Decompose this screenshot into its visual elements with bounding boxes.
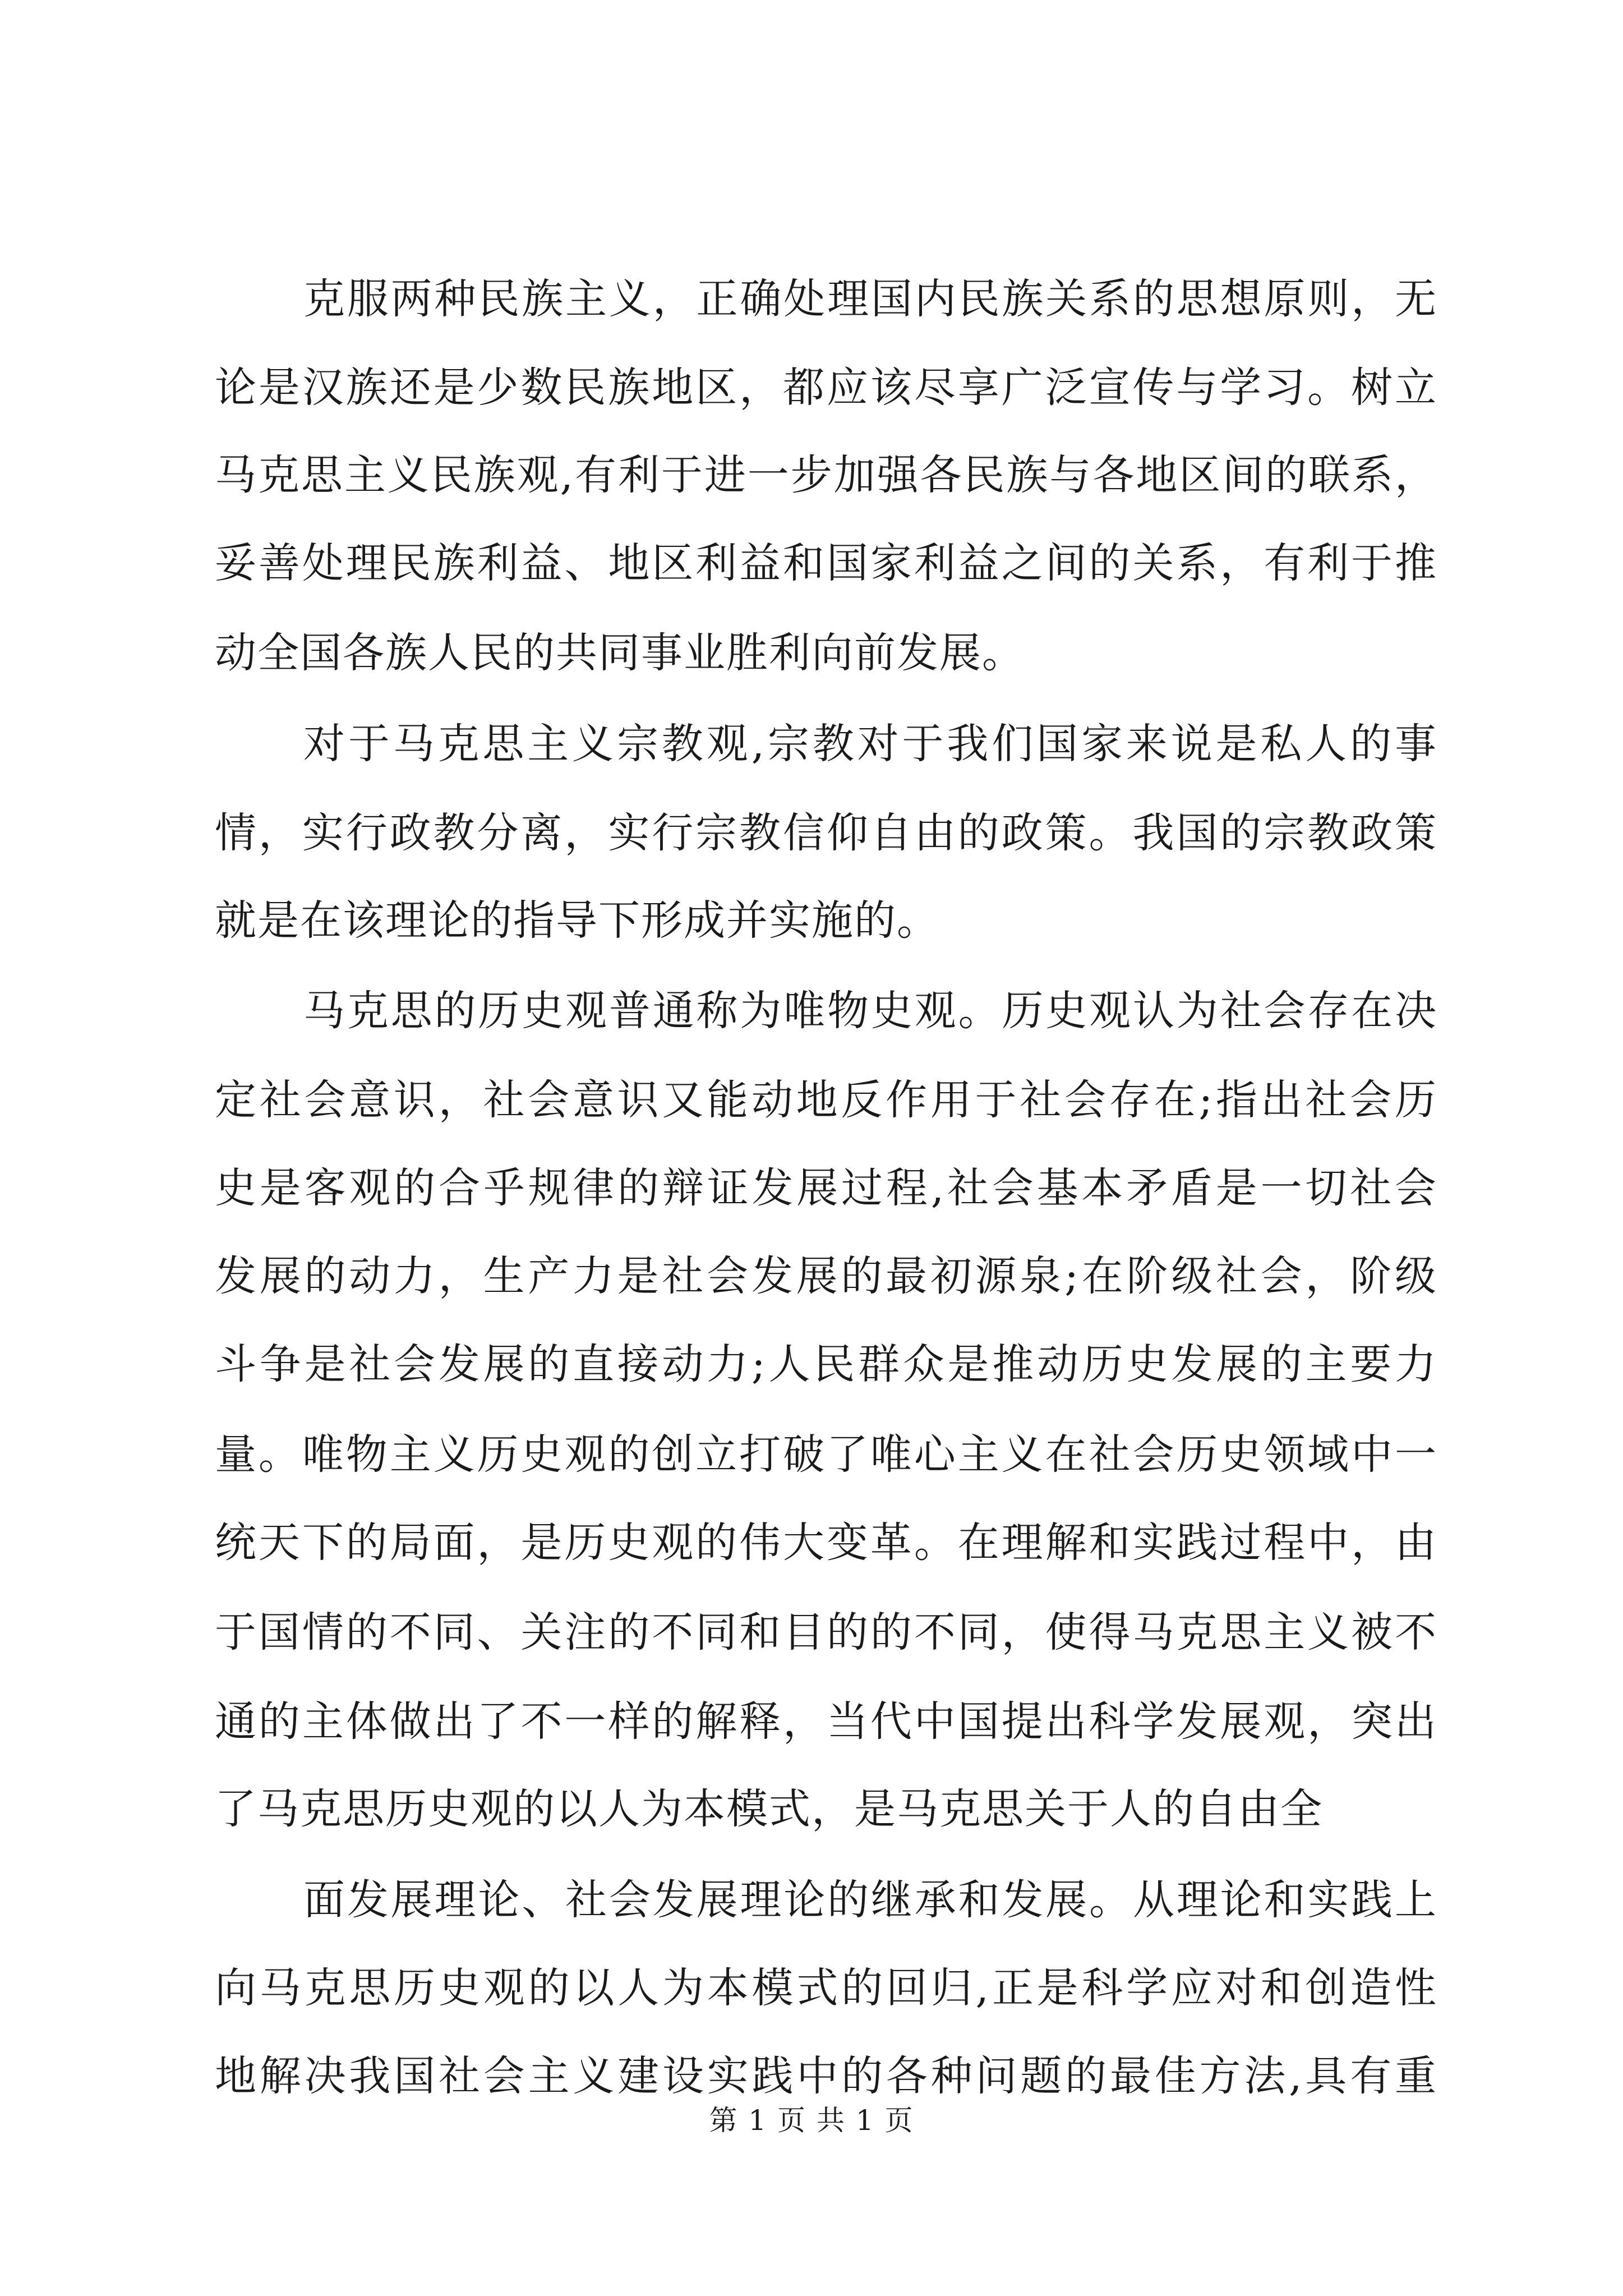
paragraph-1-line-2: 论是汉族还是少数民族地区，都应该尽享广泛宣传与学习。树立: [215, 364, 1437, 412]
paragraph-3-line-7: 统天下的局面，是历史观的伟大变革。在理解和实践过程中，由: [215, 1519, 1437, 1567]
paragraph-1-line-1: 克服两种民族主义，正确处理国内民族关系的思想原则，无: [303, 275, 1437, 323]
paragraph-3-line-5: 斗争是社会发展的直接动力;人民群众是推动历史发展的主要力: [215, 1340, 1437, 1388]
paragraph-1-line-5: 动全国各族人民的共同事业胜利向前发展。: [215, 629, 1025, 677]
page-footer: 第 1 页 共 1 页: [709, 2104, 914, 2137]
paragraph-3-line-2: 定社会意识，社会意识又能动地反作用于社会存在;指出社会历: [215, 1076, 1437, 1124]
paragraph-2-line-2: 情，实行政教分离，实行宗教信仰自由的政策。我国的宗教政策: [215, 809, 1437, 857]
paragraph-4-line-1: 面发展理论、社会发展理论的继承和发展。从理论和实践上: [303, 1876, 1437, 1924]
paragraph-1-line-3: 马克思主义民族观,有利于进一步加强各民族与各地区间的联系，: [215, 451, 1437, 499]
paragraph-3-line-1: 马克思的历史观普通称为唯物史观。历史观认为社会存在决: [303, 987, 1437, 1035]
paragraph-2-line-1: 对于马克思主义宗教观,宗教对于我们国家来说是私人的事: [303, 720, 1437, 768]
paragraph-1-line-4: 妥善处理民族利益、地区利益和国家利益之间的关系，有利于推: [215, 539, 1437, 587]
paragraph-3-line-9: 通的主体做出了不一样的解释，当代中国提出科学发展观，突出: [215, 1697, 1437, 1746]
paragraph-3-line-8: 于国情的不同、关注的不同和目的的不同，使得马克思主义被不: [215, 1608, 1437, 1657]
paragraph-4-line-3: 地解决我国社会主义建设实践中的各种问题的最佳方法,具有重: [215, 2052, 1437, 2100]
paragraph-3-line-4: 发展的动力，生产力是社会发展的最初源泉;在阶级社会，阶级: [215, 1252, 1437, 1300]
paragraph-3-line-3: 史是客观的合乎规律的辩证发展过程,社会基本矛盾是一切社会: [215, 1164, 1437, 1212]
paragraph-2-line-3: 就是在该理论的指导下形成并实施的。: [215, 896, 939, 945]
paragraph-3-line-10: 了马克思历史观的以人为本模式，是马克思关于人的自由全: [215, 1785, 1323, 1833]
paragraph-3-line-6: 量。唯物主义历史观的创立打破了唯心主义在社会历史领域中一: [215, 1430, 1437, 1479]
paragraph-4-line-2: 向马克思历史观的以人为本模式的回归,正是科学应对和创造性: [215, 1964, 1437, 2012]
